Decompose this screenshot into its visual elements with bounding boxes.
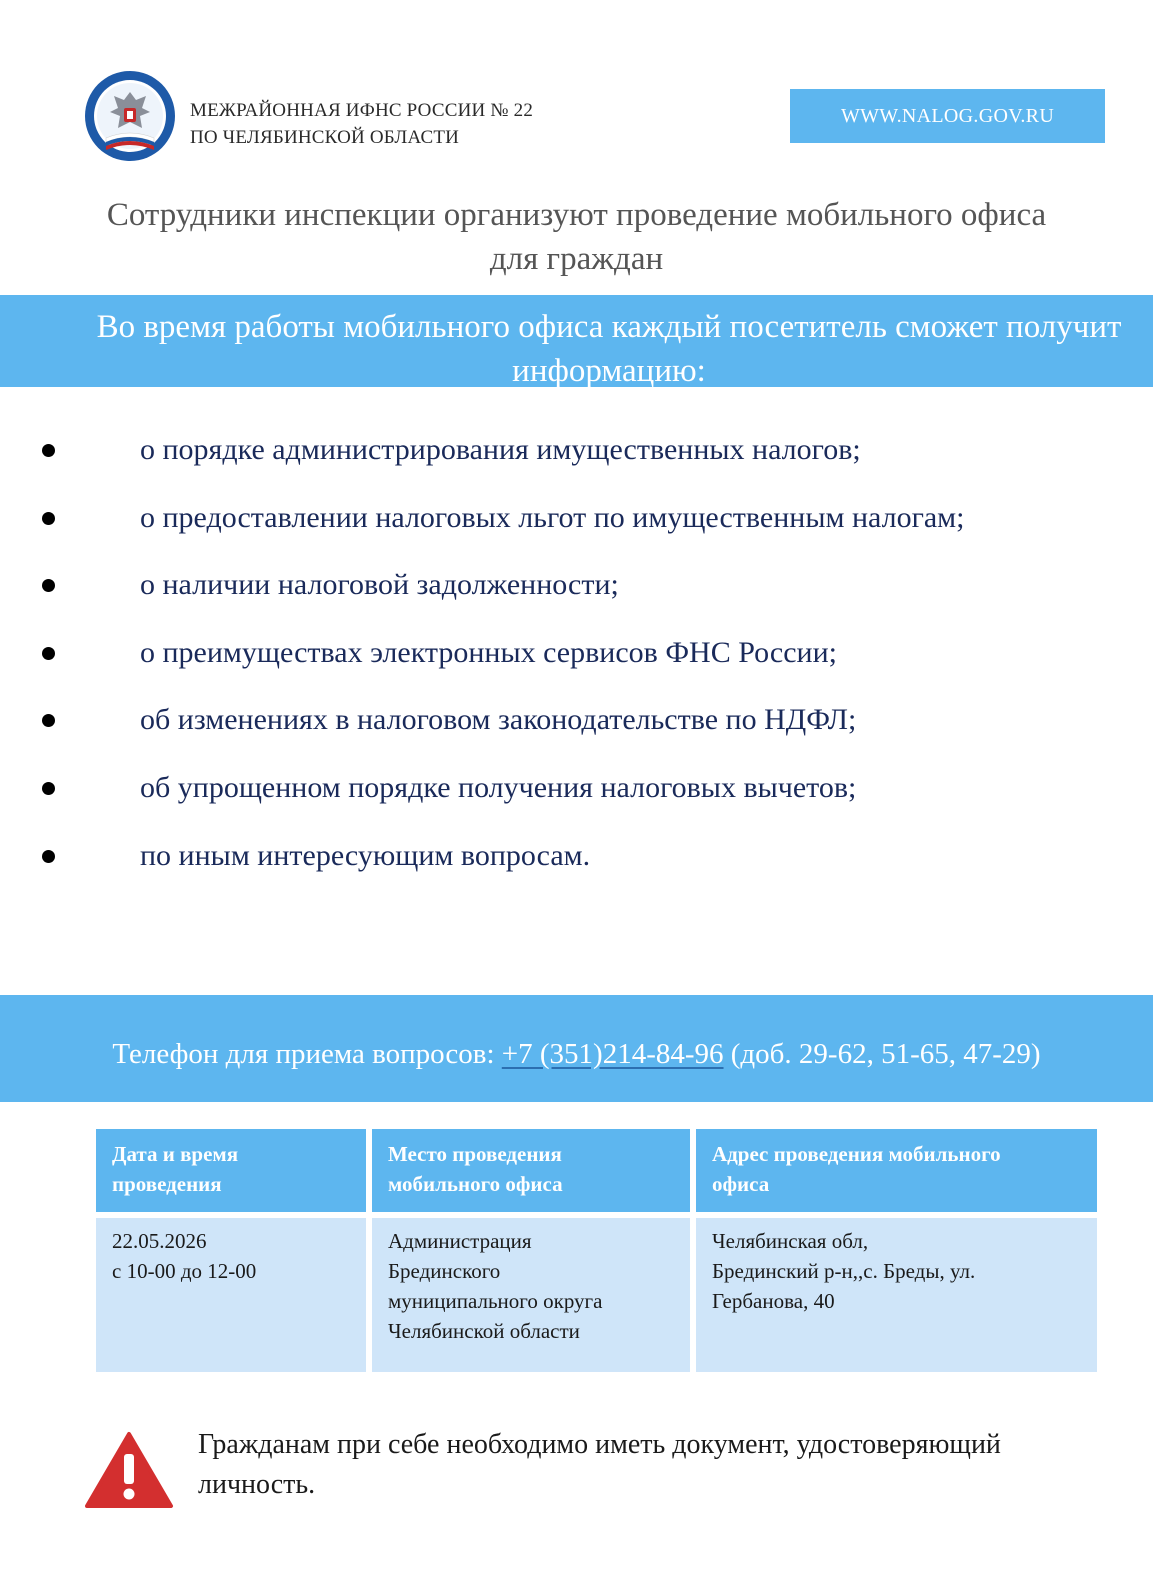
table-header-text: проведения [112, 1172, 222, 1196]
table-header-cell [93, 1126, 369, 1215]
info-list [0, 426, 1153, 899]
list-item-text: о порядке администрирования имущественных налогов; [140, 433, 861, 466]
table-cell-text: Брединского [388, 1259, 501, 1283]
phone-info [0, 1034, 1153, 1074]
schedule-table [93, 1126, 1100, 1375]
bullet-icon [42, 512, 55, 525]
bullet-icon [42, 850, 55, 863]
phone-label: Телефон для приема вопросов: [112, 1038, 502, 1070]
info-banner-text [65, 305, 1153, 393]
bullet-icon [42, 579, 55, 592]
bullet-icon [42, 714, 55, 727]
table-cell-text: Брединский р-н,,с. Бреды, ул. [712, 1259, 976, 1283]
info-banner-line1: Во время работы мобильного офиса каждый посетитель сможет получит [96, 309, 1122, 345]
bullet-icon [42, 782, 55, 795]
table-cell-place [369, 1215, 693, 1375]
org-name-line2: ПО ЧЕЛЯБИНСКОЙ ОБЛАСТИ [190, 127, 460, 148]
id-notice-line1: Гражданам при себе необходимо иметь документ, удостоверяющий [198, 1429, 1001, 1460]
table-header-text: Адрес проведения мобильного [712, 1142, 1001, 1166]
bullet-icon [42, 647, 55, 660]
table-row [93, 1215, 1100, 1375]
list-item [0, 764, 1153, 832]
info-banner-line2: информацию: [512, 353, 706, 389]
page-title [0, 193, 1153, 281]
bullet-icon [42, 444, 55, 457]
list-item-text: об упрощенном порядке получения налоговых вычетов; [140, 770, 857, 804]
table-cell-text: Челябинской области [388, 1319, 580, 1343]
table-cell-text: с 10-00 до 12-00 [112, 1259, 257, 1283]
table-header-text: Место проведения [388, 1142, 562, 1166]
phone-number-link[interactable]: +7 (351)214-84-96 [501, 1038, 724, 1070]
list-item [0, 426, 1153, 494]
table-header-cell [693, 1126, 1100, 1215]
id-notice-line2: личность. [198, 1469, 316, 1500]
table-header-text: мобильного офиса [388, 1172, 563, 1196]
table-cell-date [93, 1215, 369, 1375]
list-item-text: об изменениях в налоговом законодательстве по НДФЛ; [140, 703, 857, 737]
org-name [190, 97, 533, 151]
table-header-text: Дата и время [112, 1142, 239, 1166]
list-item-text: о преимуществах электронных сервисов ФНС России; [140, 635, 837, 669]
table-cell-text: муниципального округа [388, 1289, 603, 1313]
list-item [0, 494, 1153, 562]
table-header-row [93, 1126, 1100, 1215]
id-notice [198, 1425, 1098, 1505]
table-cell-text: Гербанова, 40 [712, 1289, 835, 1313]
table-cell-text: Администрация [388, 1229, 532, 1253]
list-item [0, 629, 1153, 697]
list-item-text: о наличии налоговой задолженности; [140, 568, 619, 602]
list-item [0, 696, 1153, 764]
table-cell-text: 22.05.2026 [112, 1229, 207, 1253]
list-item-text: о предоставлении налоговых льгот по имущественным налогам; [140, 500, 965, 534]
page-title-line2: для граждан [489, 241, 664, 277]
warning-icon [84, 1430, 174, 1510]
table-cell-address [693, 1215, 1100, 1375]
list-item [0, 561, 1153, 629]
list-item [0, 832, 1153, 900]
table-header-text: офиса [712, 1172, 770, 1196]
table-cell-text: Челябинская обл, [712, 1229, 869, 1253]
fns-emblem-icon [84, 70, 176, 162]
table-header-cell [369, 1126, 693, 1215]
list-item-text: по иным интересующим вопросам. [140, 838, 591, 872]
org-name-line1: МЕЖРАЙОННАЯ ИФНС РОССИИ № 22 [190, 100, 534, 121]
website-link[interactable]: WWW.NALOG.GOV.RU [790, 89, 1105, 143]
page-title-line1: Сотрудники инспекции организуют проведение мобильного офиса [106, 197, 1047, 233]
phone-extensions: (доб. 29-62, 51-65, 47-29) [723, 1038, 1041, 1070]
